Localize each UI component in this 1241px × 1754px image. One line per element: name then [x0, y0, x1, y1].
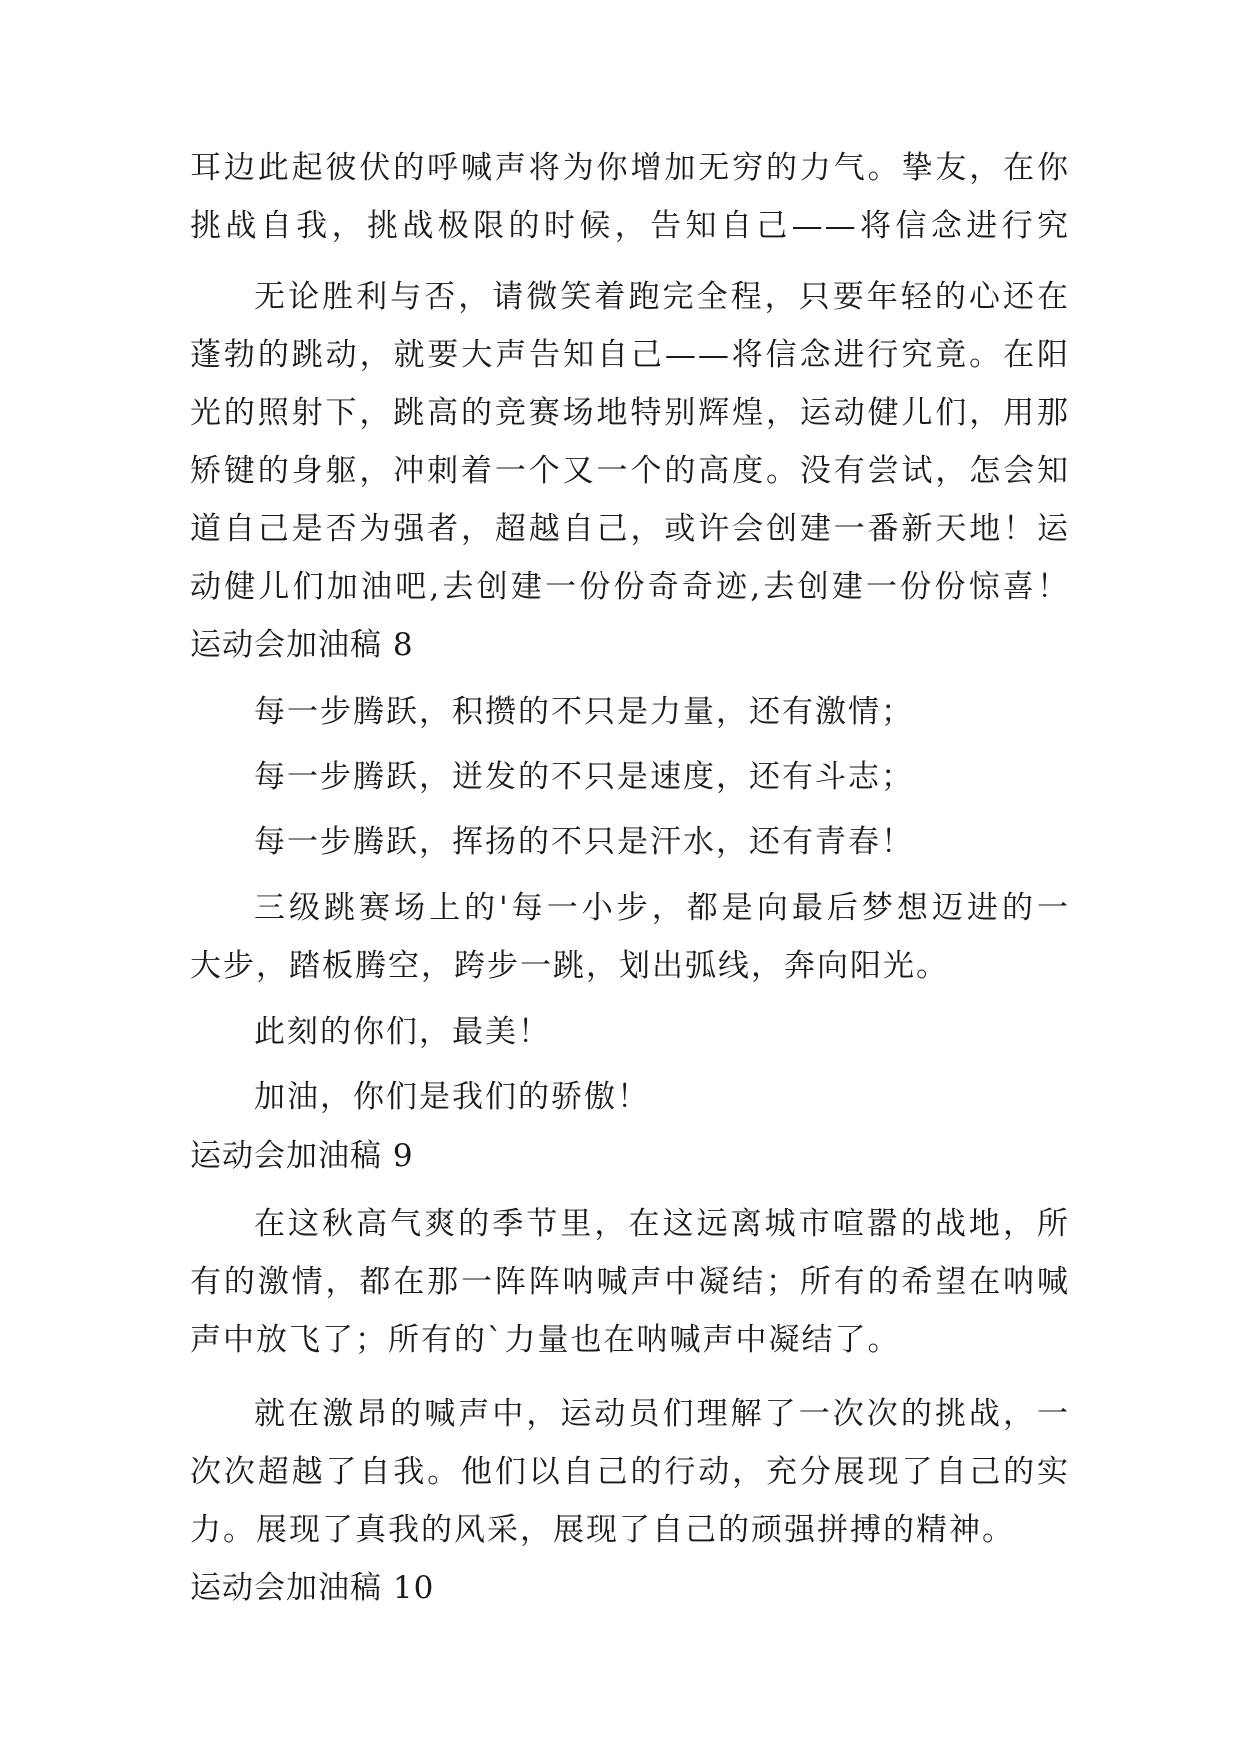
text-line: 矫键的身躯，冲刺着一个又一个的高度。没有尝试，怎会知: [190, 453, 1070, 489]
text-line: 动健儿们加油吧,去创建一份份奇奇迹,去创建一份份惊喜！: [190, 569, 1070, 605]
text-line: 挑战自我，挑战极限的时候，告知自己——将信念进行究: [190, 208, 1070, 244]
text-line: 光的照射下，跳高的竞赛场地特别辉煌，运动健儿们，用那: [190, 395, 1070, 431]
text-line: 力。展现了真我的风采，展现了自己的顽强拼搏的精神。: [190, 1512, 1015, 1548]
paragraph-start-line: 加油，你们是我们的骄傲！: [254, 1079, 650, 1115]
section-heading-10: 运动会加油稿 10: [190, 1570, 435, 1606]
text-line: 大步，踏板腾空，跨步一跳，划出弧线，奔向阳光。: [190, 948, 949, 984]
text-line: 声中放飞了；所有的`力量也在呐喊声中凝结了。: [190, 1322, 901, 1358]
section-heading-9: 运动会加油稿 9: [190, 1138, 414, 1174]
paragraph-start-line: 每一步腾跃，挥扬的不只是汗水，还有青春！: [254, 824, 914, 860]
text-line: 蓬勃的跳动，就要大声告知自己——将信念进行究竟。在阳: [190, 337, 1070, 373]
paragraph-start-line: 每一步腾跃，迸发的不只是速度，还有斗志；: [254, 759, 914, 795]
paragraph-start-line: 无论胜利与否，请微笑着跑完全程，只要年轻的心还在: [254, 279, 1070, 315]
paragraph-start-line: 就在激昂的喊声中，运动员们理解了一次次的挑战，一: [254, 1396, 1070, 1432]
paragraph-start-line: 此刻的你们，最美！: [254, 1014, 551, 1050]
text-line: 次次超越了自我。他们以自己的行动，充分展现了自己的实: [190, 1454, 1070, 1490]
paragraph-start-line: 每一步腾跃，积攒的不只是力量，还有激情；: [254, 694, 914, 730]
paragraph-start-line: 三级跳赛场上的'每一小步，都是向最后梦想迈进的一: [254, 890, 1070, 926]
text-line: 有的激情，都在那一阵阵呐喊声中凝结；所有的希望在呐喊: [190, 1264, 1070, 1300]
text-line: 道自己是否为强者，超越自己，或许会创建一番新天地！运: [190, 511, 1070, 547]
text-line: 耳边此起彼伏的呼喊声将为你增加无穷的力气。挚友，在你: [190, 150, 1070, 186]
paragraph-start-line: 在这秋高气爽的季节里，在这远离城市喧嚣的战地，所: [254, 1206, 1070, 1242]
section-heading-8: 运动会加油稿 8: [190, 627, 414, 663]
